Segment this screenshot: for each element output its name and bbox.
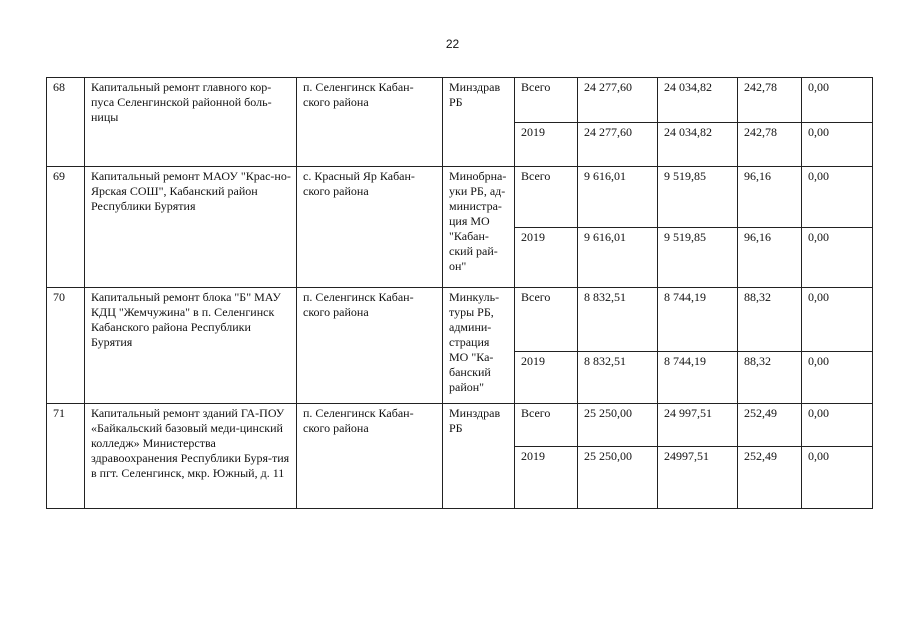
total-cell: 8 832,51 [578, 352, 658, 404]
period-cell: 2019 [515, 352, 578, 404]
responsible-org: Минздрав РБ [443, 78, 515, 167]
row-number: 71 [47, 404, 85, 509]
table-row [47, 404, 873, 447]
row-number: 68 [47, 78, 85, 167]
project-location: п. Селенгинск Кабан-ского района [297, 288, 443, 404]
value-cell: 8 744,19 [658, 288, 738, 352]
project-name: Капитальный ремонт главного кор-пуса Селенгинской районной боль-ницы [85, 78, 297, 167]
period-cell: 2019 [515, 447, 578, 509]
value-cell: 9 519,85 [658, 167, 738, 228]
value-cell: 88,32 [738, 352, 802, 404]
period-cell: Всего [515, 78, 578, 123]
total-cell: 24 277,60 [578, 78, 658, 123]
responsible-org: Минздрав РБ [443, 404, 515, 509]
value-cell: 252,49 [738, 404, 802, 447]
project-name: Капитальный ремонт МАОУ "Крас-но-Ярская СОШ", Кабанский район Республики Бурятия [85, 167, 297, 288]
total-cell: 24 277,60 [578, 123, 658, 167]
page-number: 22 [445, 37, 460, 51]
value-cell: 0,00 [802, 404, 873, 447]
value-cell: 24997,51 [658, 447, 738, 509]
period-cell: 2019 [515, 123, 578, 167]
value-cell: 0,00 [802, 447, 873, 509]
value-cell: 9 519,85 [658, 228, 738, 288]
row-number: 69 [47, 167, 85, 288]
period-cell: Всего [515, 404, 578, 447]
value-cell: 96,16 [738, 228, 802, 288]
value-cell: 0,00 [802, 78, 873, 123]
value-cell: 24 034,82 [658, 123, 738, 167]
total-cell: 25 250,00 [578, 404, 658, 447]
table-row [47, 78, 873, 123]
project-location: с. Красный Яр Кабан-ского района [297, 167, 443, 288]
period-cell: 2019 [515, 228, 578, 288]
value-cell: 252,49 [738, 447, 802, 509]
project-name: Капитальный ремонт зданий ГА-ПОУ «Байкальский базовый меди-цинский колледж» Министерства здравоохранения Республики Буря-тия в пгт. Селенгинск, мкр. Южный, д. 11 [85, 404, 297, 509]
value-cell: 242,78 [738, 123, 802, 167]
value-cell: 24 997,51 [658, 404, 738, 447]
row-number: 70 [47, 288, 85, 404]
value-cell: 24 034,82 [658, 78, 738, 123]
value-cell: 0,00 [802, 167, 873, 228]
total-cell: 9 616,01 [578, 167, 658, 228]
project-location: п. Селенгинск Кабан-ского района [297, 78, 443, 167]
value-cell: 242,78 [738, 78, 802, 123]
projects-table [46, 77, 873, 509]
value-cell: 0,00 [802, 123, 873, 167]
period-cell: Всего [515, 288, 578, 352]
period-cell: Всего [515, 167, 578, 228]
responsible-org: Минобрна-уки РБ, ад-министра-ция МО "Кабан-ский рай-он" [443, 167, 515, 288]
table-row [47, 167, 873, 228]
total-cell: 8 832,51 [578, 288, 658, 352]
value-cell: 0,00 [802, 228, 873, 288]
value-cell: 96,16 [738, 167, 802, 228]
responsible-org: Минкуль-туры РБ, админи-страция МО "Ка-банский район" [443, 288, 515, 404]
value-cell: 8 744,19 [658, 352, 738, 404]
value-cell: 88,32 [738, 288, 802, 352]
value-cell: 0,00 [802, 352, 873, 404]
project-name: Капитальный ремонт блока "Б" МАУ КДЦ "Жемчужина" в п. Селенгинск Кабанского района Республики Бурятия [85, 288, 297, 404]
total-cell: 25 250,00 [578, 447, 658, 509]
total-cell: 9 616,01 [578, 228, 658, 288]
table-row [47, 288, 873, 352]
project-location: п. Селенгинск Кабан-ского района [297, 404, 443, 509]
value-cell: 0,00 [802, 288, 873, 352]
